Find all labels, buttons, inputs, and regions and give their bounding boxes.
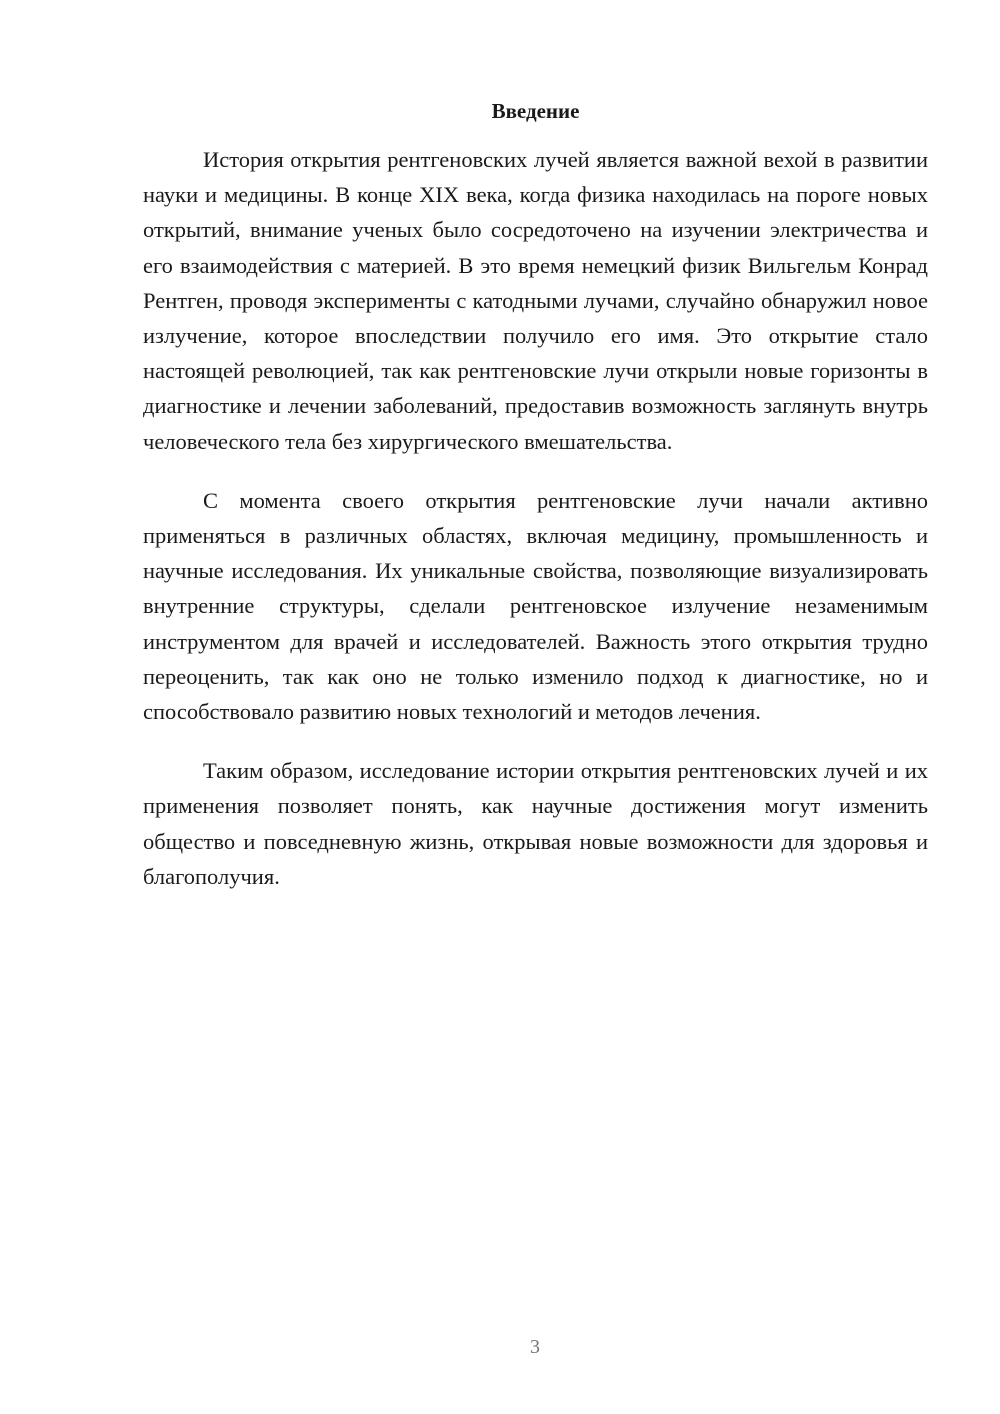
page-title: Введение <box>491 99 580 123</box>
paragraph-3: Таким образом, исследование истории открытия рентгеновских лучей и их применения позволяет понять, как научные достижения могут изменить общество и повседневную жизнь, открывая новые возможности для здоровья и благополучия. <box>143 758 928 889</box>
document-body <box>143 142 928 918</box>
paragraph-1: История открытия рентгеновских лучей является важной вехой в развитии науки и медицины. В конце XIX века, когда физика находилась на пороге новых открытий, внимание ученых было сосредоточено на изучении электричества и его взаимодействия с материей. В это время немецкий физик Вильгельм Конрад Рентген, проводя эксперименты с катодными лучами, случайно обнаружил новое излучение, которое впоследствии получило его имя. Это открытие стало настоящей революцией, так как рентгеновские лучи открыли новые горизонты в диагностике и лечении заболеваний, предоставив возможность заглянуть внутрь человеческого тела без хирургического вмешательства. <box>143 147 928 454</box>
page-number: 3 <box>530 1336 540 1358</box>
paragraph-2: С момента своего открытия рентгеновские лучи начали активно применяться в различных областях, включая медицину, промышленность и научные исследования. Их уникальные свойства, позволяющие визуализировать внутренние структуры, сделали рентгеновское излучение незаменимым инструментом для врачей и исследователей. Важность этого открытия трудно переоценить, так как оно не только изменило подход к диагностике, но и способствовало развитию новых технологий и методов лечения. <box>143 487 928 725</box>
